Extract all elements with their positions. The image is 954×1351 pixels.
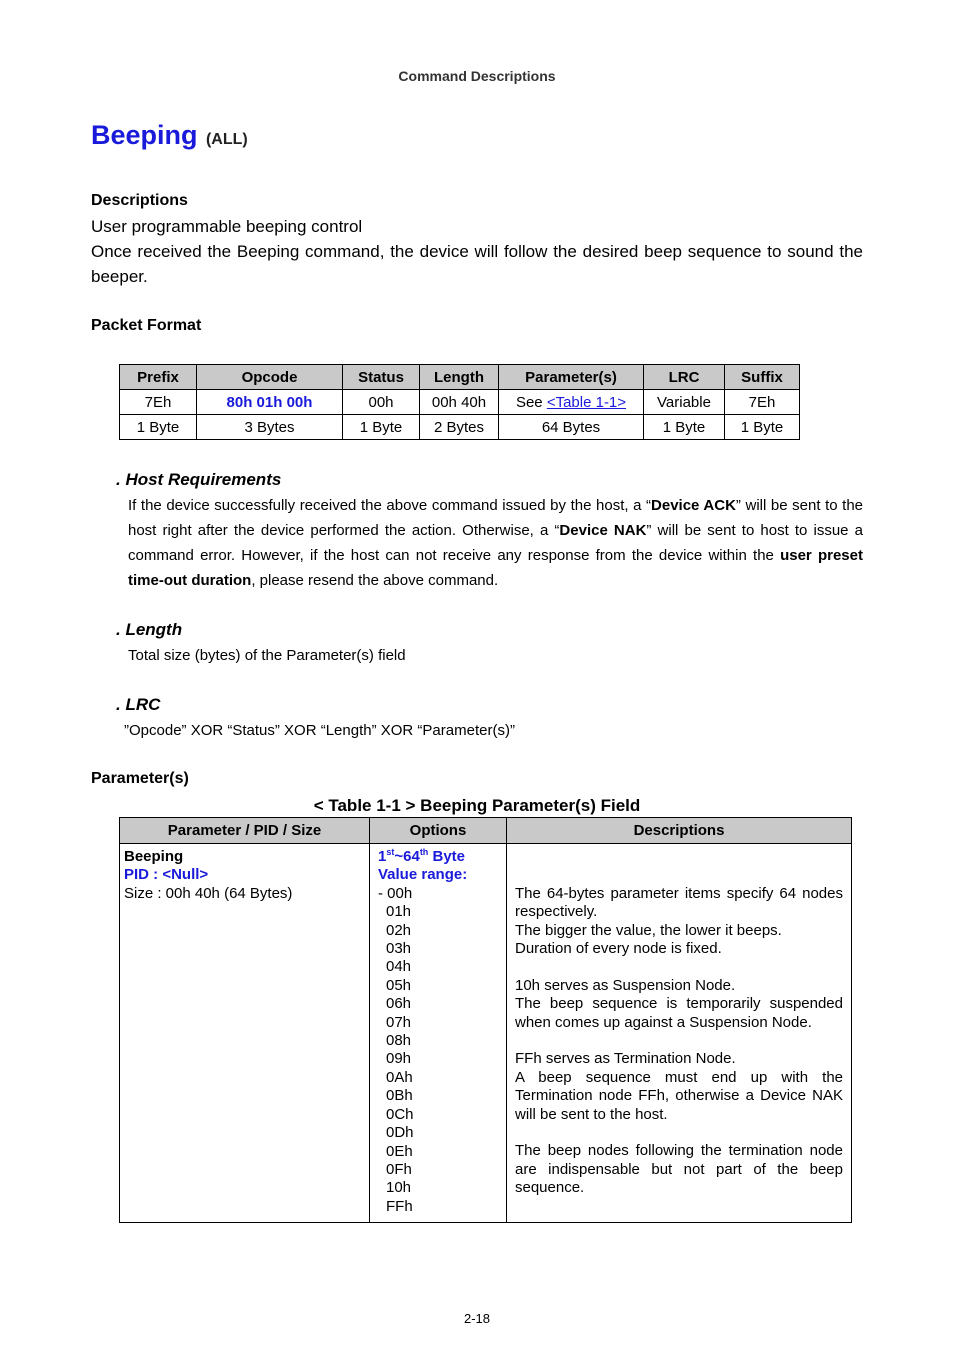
option-first-value: - 00h	[378, 884, 413, 902]
cell-status-size: 1 Byte	[343, 415, 420, 440]
title-main: Beeping	[91, 120, 198, 150]
hr-text-3: ” will be sent to host to issue a command error. However, if the host can not receive any response from the device within the	[128, 522, 863, 564]
table-row	[120, 844, 852, 1223]
param-pid: PID : <Null>	[124, 866, 209, 884]
desc-p2a: 10h serves as Suspension Node.	[515, 976, 736, 994]
option-value: 0Dh	[386, 1124, 414, 1142]
hr-bold-nak: Device NAK	[559, 522, 647, 539]
cell-lrc-size: 1 Byte	[644, 415, 725, 440]
param-name: Beeping	[124, 848, 184, 865]
desc-p1a: The 64-bytes parameter items specify 64 nodes respectively.	[515, 884, 843, 921]
col-param-pid-size: Parameter / PID / Size	[120, 818, 370, 844]
option-value: 01h	[386, 903, 412, 921]
col-options: Options	[370, 818, 507, 844]
hr-text-2: ” will be sent to the host right after the device performed the action. Otherwise, a “	[128, 497, 864, 539]
lrc-text: ”Opcode” XOR “Status” XOR “Length” XOR “Parameter(s)”	[124, 722, 515, 739]
descriptions-line1: User programmable beeping control	[91, 217, 363, 236]
param-size: Size : 00h 40h (64 Bytes)	[124, 884, 293, 902]
desc-p1c: Duration of every node is fixed.	[515, 940, 722, 957]
option-value: 0Fh	[386, 1160, 412, 1178]
cell-parameters-size: 64 Bytes	[499, 415, 644, 440]
see-label: See	[515, 393, 543, 411]
length-heading: . Length	[116, 620, 183, 639]
cell-length-size: 2 Bytes	[420, 415, 499, 440]
cell-options	[370, 844, 507, 1223]
desc-p4: The beep nodes following the termination node are indispensable but not part of the beep sequence.	[515, 1142, 843, 1197]
option-value: 0Ch	[386, 1105, 414, 1123]
cell-prefix-size: 1 Byte	[120, 415, 197, 440]
table-row	[120, 365, 800, 390]
col-descriptions: Descriptions	[507, 818, 852, 844]
option-value: 04h	[386, 958, 412, 976]
host-requirements-text	[128, 493, 863, 593]
lrc-heading: . LRC	[116, 695, 161, 714]
option-byte-range: 1st~64th Byte	[378, 847, 465, 865]
cell-status-value: 00h	[343, 390, 420, 415]
page-number: 2-18	[463, 1311, 491, 1326]
col-length: Length	[420, 365, 499, 390]
option-value: 10h	[386, 1179, 412, 1197]
hr-bold-ack: Device ACK	[651, 497, 736, 514]
host-requirements-heading: . Host Requirements	[116, 470, 282, 489]
running-header: Command Descriptions	[398, 68, 556, 84]
option-value: 06h	[386, 995, 412, 1013]
cell-lrc-value: Variable	[644, 390, 725, 415]
col-prefix: Prefix	[120, 365, 197, 390]
col-opcode: Opcode	[197, 365, 343, 390]
table-row	[120, 415, 800, 440]
cell-opcode-value: 80h 01h 00h	[197, 390, 343, 415]
desc-p2b: The beep sequence is temporarily suspended when comes up against a Suspension Node.	[515, 995, 843, 1031]
col-suffix: Suffix	[725, 365, 800, 390]
parameters-heading: Parameter(s)	[91, 770, 189, 787]
packet-format-table	[119, 364, 800, 440]
col-lrc: LRC	[644, 365, 725, 390]
table-caption: < Table 1-1 > Beeping Parameter(s) Field	[313, 796, 641, 815]
option-value: 0Ah	[386, 1068, 413, 1086]
col-status: Status	[343, 365, 420, 390]
option-value: 05h	[386, 976, 412, 994]
length-text: Total size (bytes) of the Parameter(s) field	[128, 647, 406, 664]
option-value: 02h	[386, 921, 412, 939]
cell-opcode-size: 3 Bytes	[197, 415, 343, 440]
table-row	[120, 818, 852, 844]
option-value: 0Bh	[386, 1087, 413, 1105]
hr-text-1: If the device successfully received the above command issued by the host, a “	[128, 497, 652, 514]
desc-p1b: The bigger the value, the lower it beeps.	[515, 921, 782, 939]
option-value-range: Value range:	[378, 866, 468, 884]
desc-p3b: A beep sequence must end up with the Termination node FFh, otherwise a Device NAK will be sent to the host.	[515, 1068, 843, 1123]
option-value: 07h	[386, 1013, 412, 1031]
option-value: 03h	[386, 940, 412, 958]
descriptions-heading: Descriptions	[91, 192, 188, 209]
cell-suffix-value: 7Eh	[725, 390, 800, 415]
cell-parameters-value	[499, 390, 644, 415]
option-value: FFh	[386, 1197, 413, 1215]
option-value: 08h	[386, 1032, 412, 1050]
cell-length-value: 00h 40h	[420, 390, 499, 415]
table-row	[120, 390, 800, 415]
parameters-table	[119, 817, 852, 1223]
title-suffix: (ALL)	[205, 131, 248, 148]
page-title	[91, 120, 248, 151]
col-parameters: Parameter(s)	[499, 365, 644, 390]
table-1-1-link[interactable]: <Table 1-1>	[546, 393, 627, 411]
cell-param	[120, 844, 370, 1223]
hr-bold-timeout: user preset time-out duration	[128, 547, 863, 589]
cell-suffix-size: 1 Byte	[725, 415, 800, 440]
packet-format-heading: Packet Format	[91, 317, 202, 334]
cell-descriptions	[507, 844, 852, 1223]
option-value: 09h	[386, 1050, 412, 1068]
option-value: 0Eh	[386, 1142, 413, 1160]
cell-prefix-value: 7Eh	[120, 390, 197, 415]
descriptions-line2: Once received the Beeping command, the device will follow the desired beep sequence to sound the beeper.	[91, 242, 863, 286]
option-values-list	[378, 903, 502, 1216]
hr-text-4: , please resend the above command.	[251, 572, 499, 589]
desc-p3a: FFh serves as Termination Node.	[515, 1050, 736, 1068]
